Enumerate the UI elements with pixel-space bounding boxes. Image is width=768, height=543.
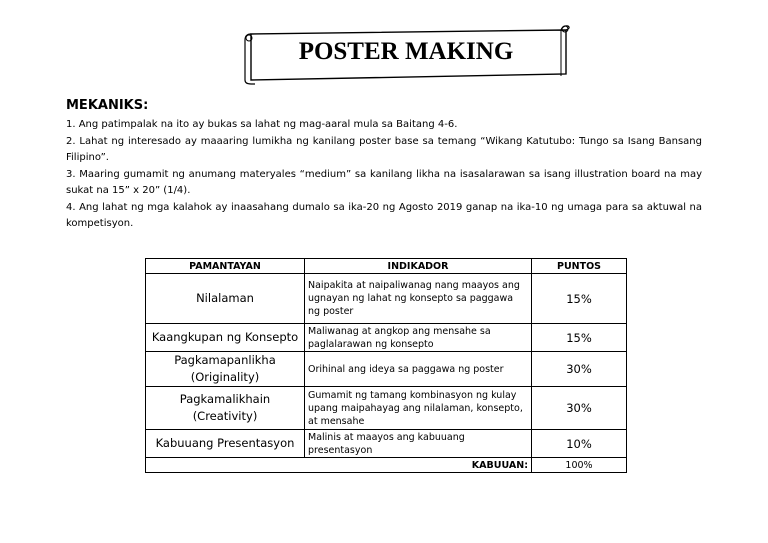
title-banner [241,24,571,86]
mechanics-item: 2. Lahat ng interesado ay maaaring lumikha ng kanilang poster base sa temang “Wikang Katutubo: Tungo sa Isang Bansang Filipino”. [66,135,702,163]
mechanics-heading: MEKANIKS: [66,98,149,113]
criterion-cell: Pagkamalikhain (Creativity) [146,387,305,430]
points-cell: 30% [532,387,627,430]
column-header-criteria: PAMANTAYAN [146,259,305,274]
table-header-row [146,259,627,274]
column-header-points: PUNTOS [532,259,627,274]
criterion-cell: Kabuuang Presentasyon [146,430,305,458]
criterion-cell: Kaangkupan ng Konsepto [146,324,305,352]
rubric-table [145,258,627,473]
mechanics-item: 4. Ang lahat ng mga kalahok ay inaasahang dumalo sa ika-20 ng Agosto 2019 ganap na ika-10 ng umaga para sa aktuwal na kompetisyon. [66,201,702,229]
points-cell: 15% [532,274,627,324]
page-title: POSTER MAKING [298,38,514,65]
mechanics-list [66,117,702,233]
indicator-cell: Maliwanag at angkop ang mensahe sa paglalarawan ng konsepto [305,324,532,352]
criterion-cell: Pagkamapanlikha (Originality) [146,352,305,387]
total-value: 100% [532,458,627,473]
mechanics-item: 1. Ang patimpalak na ito ay bukas sa lahat ng mag-aaral mula sa Baitang 4-6. [66,119,458,130]
table-row [146,430,627,458]
total-label: KABUUAN: [146,458,532,473]
table-row [146,352,627,387]
criterion-cell: Nilalaman [146,274,305,324]
indicator-cell: Gumamit ng tamang kombinasyon ng kulay upang maipahayag ang nilalaman, konsepto, at mensahe [305,387,532,430]
table-row [146,324,627,352]
table-row [146,387,627,430]
indicator-cell: Orihinal ang ideya sa paggawa ng poster [305,352,532,387]
indicator-cell: Malinis at maayos ang kabuuang presentasyon [305,430,532,458]
table-row [146,274,627,324]
points-cell: 30% [532,352,627,387]
mechanics-item: 3. Maaring gumamit ng anumang materyales “medium” sa kanilang likha na isasalarawan sa isang illustration board na may sukat na 15” x 20” (1/4). [66,168,702,196]
points-cell: 15% [532,324,627,352]
column-header-indicator: INDIKADOR [305,259,532,274]
total-row [146,458,627,473]
points-cell: 10% [532,430,627,458]
indicator-cell: Naipakita at naipaliwanag nang maayos ang ugnayan ng lahat ng konsepto sa paggawa ng poster [305,274,532,324]
